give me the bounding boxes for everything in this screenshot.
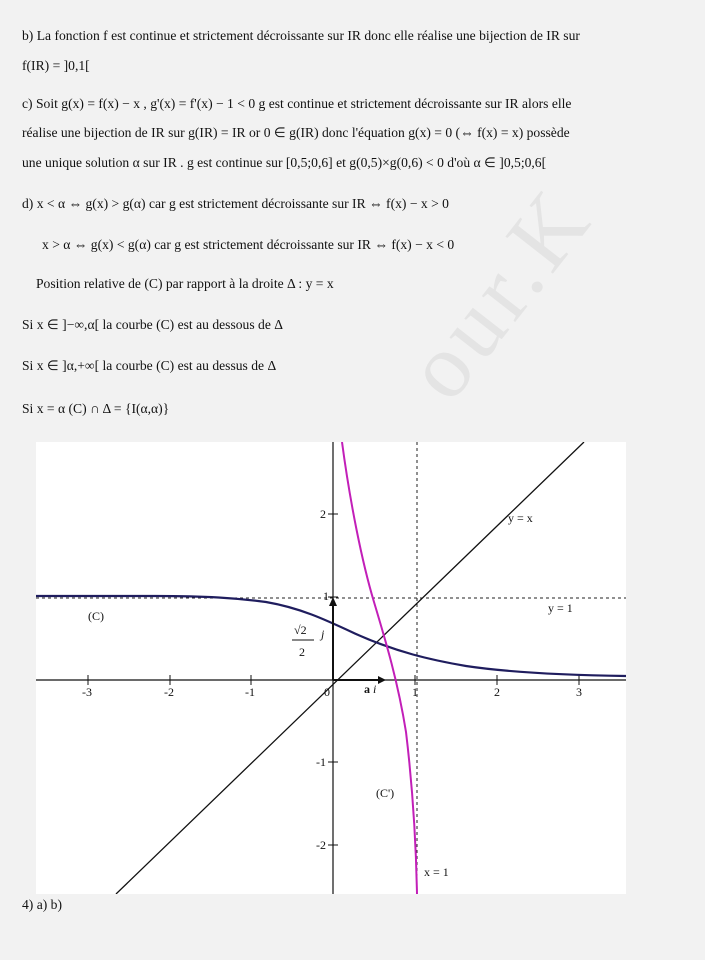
y-tick-label: -2 <box>316 838 326 852</box>
label-curve-c-prime: (C') <box>376 786 395 800</box>
text-line-si3: Si x = α (C) ∩ Δ = {I(α,α)} <box>22 401 170 416</box>
label-i: i <box>373 682 377 696</box>
y-tick-label: 2 <box>320 507 326 521</box>
text-line-b2: f(IR) = ]0,1[ <box>22 58 90 73</box>
label-line-x1: x = 1 <box>424 865 449 879</box>
graph-svg <box>36 442 626 894</box>
text-line-c1: c) Soit g(x) = f(x) − x , g'(x) = f'(x) − 1 < 0 g est continue et strictement décroissante sur IR alors elle <box>22 96 572 111</box>
line-y-equals-x <box>116 442 584 894</box>
label-sqrt2: √2 <box>294 623 307 637</box>
label-line-y1: y = 1 <box>548 601 573 615</box>
x-tick-label: -1 <box>245 685 255 699</box>
x-tick-label: 0 <box>324 685 330 699</box>
y-tick-label: 1 <box>323 589 329 603</box>
x-tick-label: 1 <box>412 685 418 699</box>
x-tick-label: 3 <box>576 685 582 699</box>
y-tick-label: -1 <box>316 755 326 769</box>
text-line-d1: d) x < α ⇔ g(x) > g(α) car g est strictement décroissante sur IR ⇔ f(x) − x > 0 <box>22 196 449 211</box>
label-curve-c: (C) <box>88 609 104 623</box>
text-line-b1: b) La fonction f est continue et strictement décroissante sur IR donc elle réalise une bijection de IR sur <box>22 28 580 43</box>
label-a: a <box>364 682 370 696</box>
x-tick-label: 2 <box>494 685 500 699</box>
text-line-c2: réalise une bijection de IR sur g(IR) = IR or 0 ∈ g(IR) donc l'équation g(x) = 0 (⇔ f(x) = x) possède <box>22 125 570 140</box>
text-line-d2: x > α ⇔ g(x) < g(α) car g est strictement décroissante sur IR ⇔ f(x) − x < 0 <box>42 237 455 252</box>
label-j: j <box>321 627 325 641</box>
label-two: 2 <box>299 645 305 659</box>
text-line-si1: Si x ∈ ]−∞,α[ la courbe (C) est au dessous de Δ <box>22 317 284 332</box>
unit-vector-j-arrow <box>329 597 337 680</box>
x-tick-label: -2 <box>164 685 174 699</box>
text-line-position: Position relative de (C) par rapport à la droite Δ : y = x <box>36 276 334 291</box>
curve-c <box>36 596 626 676</box>
watermark: our.K <box>385 168 612 418</box>
curve-c-prime <box>342 442 417 894</box>
footer-text: 4) a) b) <box>22 897 63 912</box>
x-tick-label: -3 <box>82 685 92 699</box>
function-graph <box>36 442 626 894</box>
label-line-yx: y = x <box>508 511 533 525</box>
text-line-c3: une unique solution α sur IR . g est continue sur [0,5;0,6] et g(0,5)×g(0,6) < 0 d'où α ∈ ]0,5;0,6[ <box>22 155 547 170</box>
text-line-si2: Si x ∈ ]α,+∞[ la courbe (C) est au dessus de Δ <box>22 358 277 373</box>
